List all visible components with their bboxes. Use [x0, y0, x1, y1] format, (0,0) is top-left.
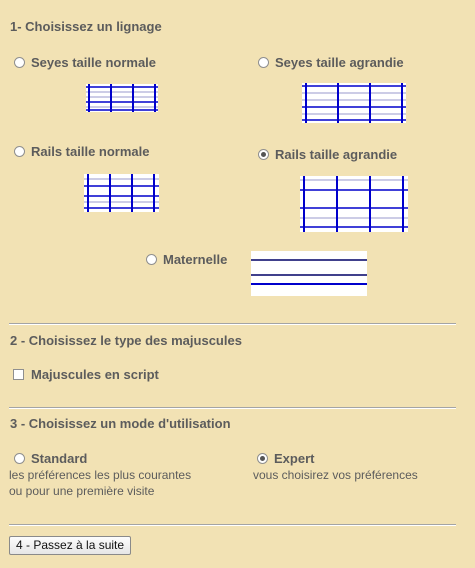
radio-expert[interactable]	[257, 453, 268, 464]
divider	[9, 524, 456, 526]
radio-rails-agrandie[interactable]	[258, 149, 269, 160]
section1-title: 1- Choisissez un lignage	[10, 19, 162, 34]
expert-description	[253, 467, 473, 483]
standard-desc-line2: ou pour une première visite	[9, 484, 155, 498]
option-standard[interactable]	[14, 451, 87, 466]
option-maternelle[interactable]	[146, 252, 227, 267]
option-label: Maternelle	[163, 252, 228, 267]
radio-seyes-agrandie[interactable]	[258, 57, 269, 68]
option-rails-agrandie[interactable]	[258, 147, 397, 162]
divider	[9, 407, 456, 409]
option-seyes-agrandie[interactable]	[258, 55, 404, 70]
majuscules-script-option[interactable]	[13, 367, 159, 382]
seyes-normale-preview	[86, 84, 158, 112]
checkbox-label: Majuscules en script	[31, 367, 159, 382]
section2-title: 2 - Choisissez le type des majuscules	[10, 333, 242, 348]
option-label: Expert	[274, 451, 315, 466]
option-label: Standard	[31, 451, 88, 466]
option-label: Seyes taille normale	[31, 55, 157, 70]
option-rails-normale[interactable]	[14, 144, 150, 159]
next-step-button[interactable]: 4 - Passez à la suite	[9, 536, 131, 555]
maternelle-preview	[251, 251, 367, 296]
standard-description	[9, 467, 239, 499]
option-label: Rails taille normale	[31, 144, 150, 159]
seyes-agrandie-preview	[302, 83, 406, 123]
majuscules-script-checkbox[interactable]	[13, 369, 24, 380]
option-label: Rails taille agrandie	[275, 147, 398, 162]
radio-maternelle[interactable]	[146, 254, 157, 265]
option-expert[interactable]	[257, 451, 314, 466]
option-label: Seyes taille agrandie	[275, 55, 404, 70]
option-seyes-normale[interactable]	[14, 55, 156, 70]
divider	[9, 323, 456, 325]
radio-rails-normale[interactable]	[14, 146, 25, 157]
standard-desc-line1: les préférences les plus courantes	[9, 468, 192, 482]
radio-standard[interactable]	[14, 453, 25, 464]
expert-desc-line1: vous choisirez vos préférences	[253, 468, 418, 482]
rails-normale-preview	[84, 174, 159, 212]
rails-agrandie-preview	[300, 176, 408, 232]
section3-title: 3 - Choisissez un mode d'utilisation	[10, 416, 231, 431]
radio-seyes-normale[interactable]	[14, 57, 25, 68]
